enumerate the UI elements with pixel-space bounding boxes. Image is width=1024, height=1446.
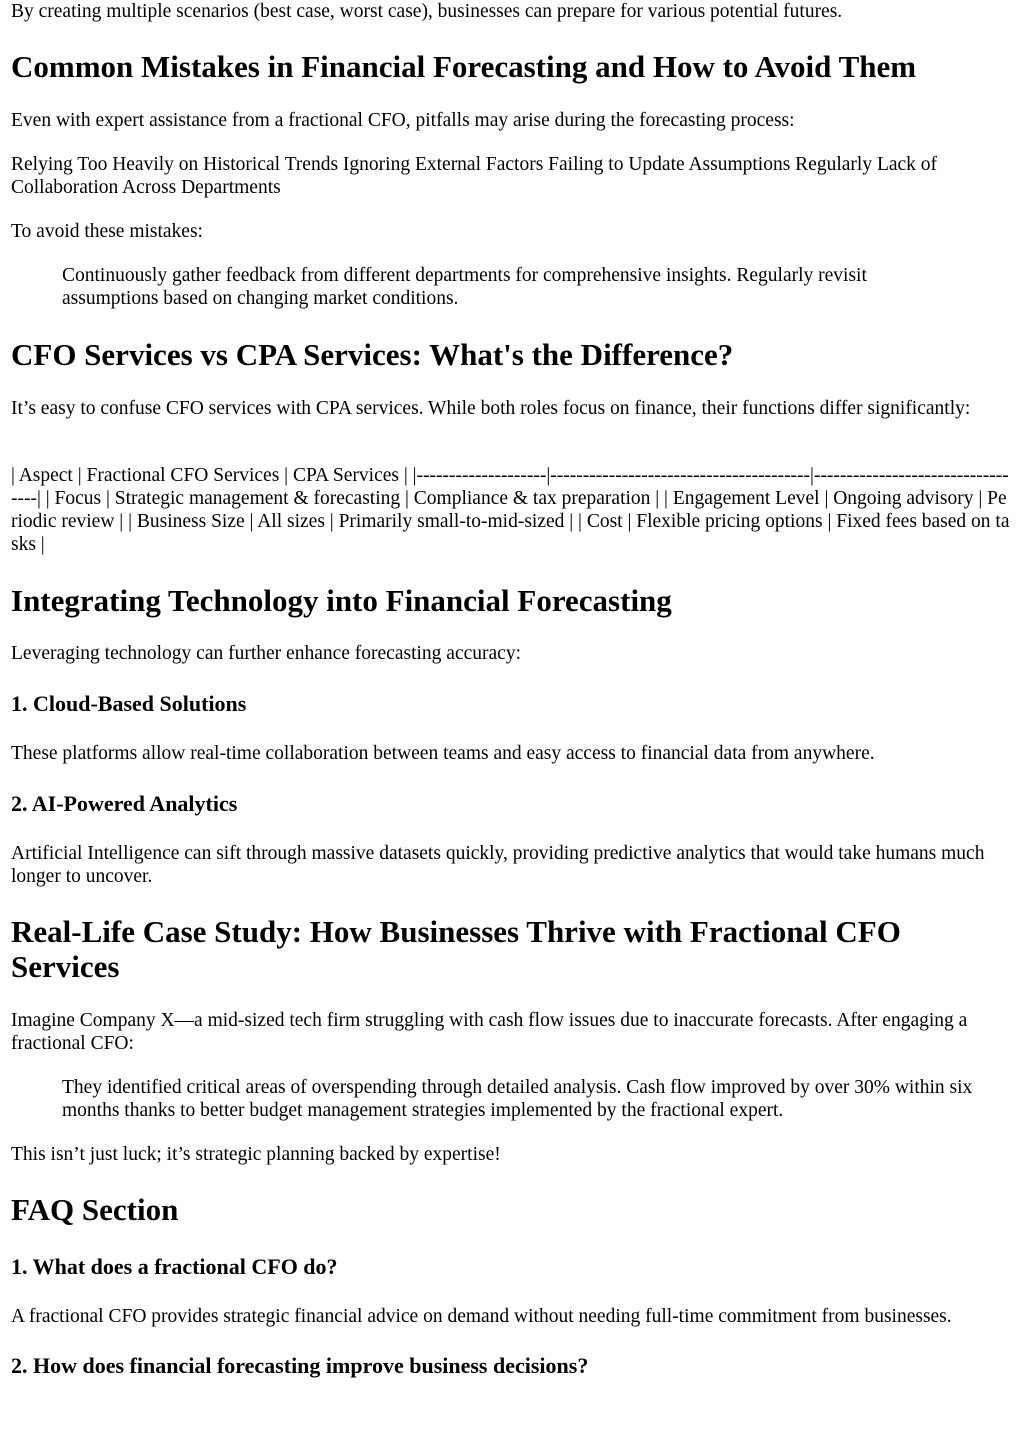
faq-heading: FAQ Section — [11, 1192, 179, 1227]
case-study-closing: This isn’t just luck; it’s strategic planning backed by expertise! — [11, 1144, 501, 1165]
ai-analytics-heading: 2. AI-Powered Analytics — [11, 791, 238, 816]
technology-lead: Leveraging technology can further enhance forecasting accuracy: — [11, 643, 521, 664]
case-study-heading: Real-Life Case Study: How Businesses Thrive with Fractional CFO Services — [11, 914, 901, 984]
cloud-solutions-text: These platforms allow real-time collaboration between teams and easy access to financial data from anywhere. — [11, 743, 875, 764]
cloud-solutions-heading: 1. Cloud-Based Solutions — [11, 691, 247, 716]
faq-question-1: 1. What does a fractional CFO do? — [11, 1254, 338, 1279]
faq-question-2: 2. How does financial forecasting improve business decisions? — [11, 1353, 589, 1378]
intro-paragraph: By creating multiple scenarios (best case, worst case), businesses can prepare for various potential futures. — [11, 1, 843, 22]
avoid-blockquote: Continuously gather feedback from different departments for comprehensive insights. Regularly revisit assumptions based on changing market conditions. — [62, 265, 867, 309]
ai-analytics-text: Artificial Intelligence can sift through massive datasets quickly, providing predictive analytics that would take humans much longer to uncover. — [11, 843, 985, 887]
comparison-table-text: | Aspect | Fractional CFO Services | CPA Services | |--------------------|----------------------------------------|----------------------------------| | Focus | Strategic management & forecasting | Compliance & tax preparation | | Engagement Level | Ongoing advisory | Periodic review | | Business Size | All sizes | Primarily small-to-mid-sized | | Cost | Flexible pricing options | Fixed fees based on tasks | — [11, 465, 1010, 555]
technology-heading: Integrating Technology into Financial Forecasting — [11, 583, 672, 618]
case-study-blockquote: They identified critical areas of overspending through detailed analysis. Cash flow improved by over 30% within six months thanks to better budget management strategies implemented by the fractional expert. — [62, 1077, 973, 1121]
cfo-vs-cpa-lead: It’s easy to confuse CFO services with CPA services. While both roles focus on finance, their functions differ significantly: — [11, 398, 971, 419]
case-study-lead: Imagine Company X—a mid-sized tech firm struggling with cash flow issues due to inaccurate forecasts. After engaging a fractional CFO: — [11, 1010, 968, 1054]
faq-answer-1: A fractional CFO provides strategic financial advice on demand without needing full-time commitment from businesses. — [11, 1306, 952, 1327]
avoid-lead: To avoid these mistakes: — [11, 221, 203, 242]
mistakes-list-text: Relying Too Heavily on Historical Trends Ignoring External Factors Failing to Update Assumptions Regularly Lack of Collaboration Across Departments — [11, 154, 938, 198]
mistakes-heading: Common Mistakes in Financial Forecasting and How to Avoid Them — [11, 49, 917, 84]
mistakes-lead: Even with expert assistance from a fractional CFO, pitfalls may arise during the forecasting process: — [11, 110, 795, 131]
cfo-vs-cpa-heading: CFO Services vs CPA Services: What's the Difference? — [11, 337, 734, 372]
